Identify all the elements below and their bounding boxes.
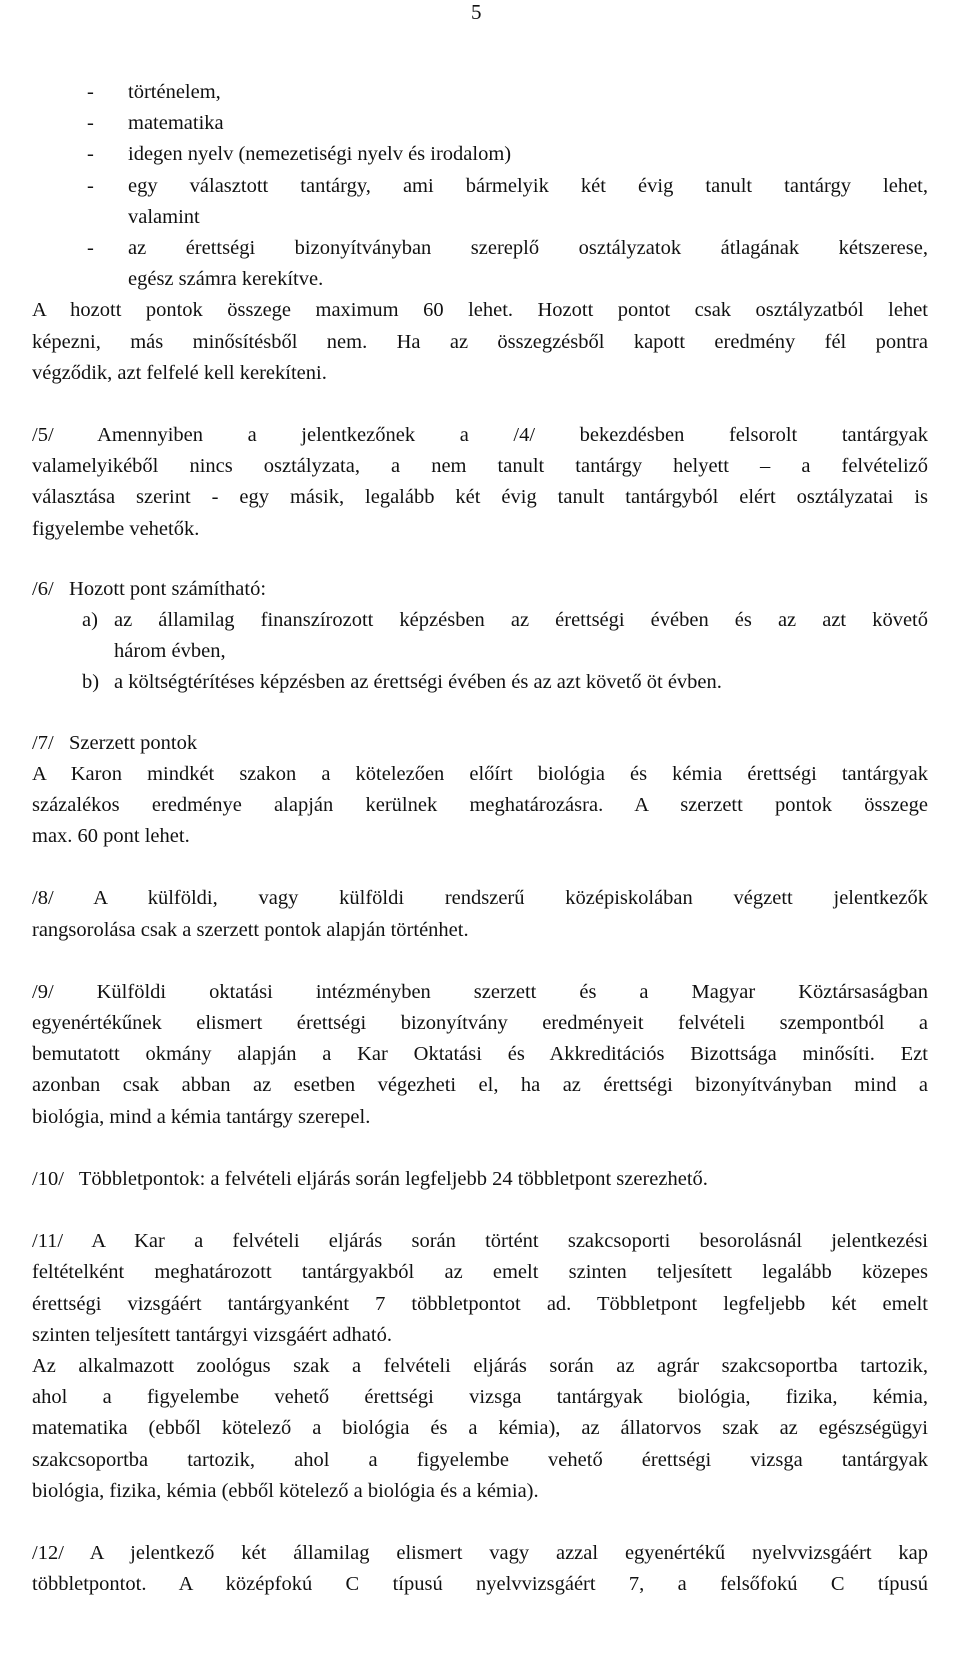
sub-list-item [32, 605, 928, 667]
section-9 [32, 977, 928, 1133]
subject-list [32, 77, 928, 295]
paragraph-line: A hozott pontok összege maximum 60 lehet. Hozott pontot csak osztályzatból lehet [32, 299, 928, 322]
list-item-text: matematika [128, 112, 224, 135]
sub-list-text: a költségtérítéses képzésben az érettségi évében és az azt követő öt évben. [114, 671, 722, 694]
section-8 [32, 883, 928, 945]
list-item-text: történelem, [128, 81, 221, 103]
paragraph-line: matematika (ebből kötelező a biológia és a kémia), az állatorvos szak az egészségügyi [32, 1417, 928, 1440]
paragraph-line: A Karon mindkét szakon a kötelezően előírt biológia és kémia érettségi tantárgyak [32, 762, 928, 785]
paragraph-line: biológia, mind a kémia tantárgy szerepel. [32, 1105, 371, 1128]
document-body [32, 77, 928, 1600]
section-6 [32, 574, 928, 699]
paragraph-line: max. 60 pont lehet. [32, 825, 190, 848]
sub-list-label: a) [82, 609, 98, 632]
list-item-text: idegen nyelv (nemezetiségi nyelv és irodalom) [128, 143, 512, 166]
list-item-continuation: valamint [128, 205, 200, 228]
paragraph-line: biológia, fizika, kémia (ebből kötelező a biológia és a kémia). [32, 1479, 539, 1502]
list-item [32, 233, 928, 295]
section-11 [32, 1226, 928, 1507]
section-10 [32, 1164, 928, 1195]
list-dash: - [87, 81, 94, 103]
paragraph-line: /5/ Amennyiben a jelentkezőnek a /4/ bekezdésben felsorolt tantárgyak [32, 424, 928, 447]
paragraph-line: feltételként meghatározott tantárgyakból az emelt szinten teljesített legalább közepes [32, 1261, 928, 1284]
paragraph-line: százalékos eredménye alapján kerülnek meghatározásra. A szerzett pontok összege [32, 794, 928, 817]
list-dash: - [87, 237, 94, 260]
list-item [32, 139, 928, 170]
section-title: /7/ Szerzett pontok [32, 731, 198, 754]
sub-list-item [32, 667, 928, 698]
paragraph-line: érettségi vizsgáért tantárgyanként 7 többletpontot ad. Többletpont legfeljebb két emelt [32, 1292, 928, 1315]
paragraph-line: azonban csak abban az esetben végezheti el, ha az érettségi bizonyítványban mind a [32, 1074, 928, 1097]
paragraph-line: választása szerint - egy másik, legalább két évig tanult tantárgyból elért osztályzatai is [32, 486, 928, 509]
paragraph-line: többletpontot. A középfokú C típusú nyelvvizsgáért 7, a felsőfokú C típusú [32, 1573, 928, 1596]
paragraph-line: /12/ A jelentkező két államilag elismert vagy azzal egyenértékű nyelvvizsgáért kap [32, 1541, 928, 1564]
paragraph-line: /8/ A külföldi, vagy külföldi rendszerű középiskolában végzett jelentkezők [32, 887, 928, 910]
sub-list-continuation: három évben, [114, 640, 226, 663]
paragraph-line: szakcsoportba tartozik, ahol a figyelembe vehető érettségi vizsga tantárgyak [32, 1448, 928, 1471]
paragraph-line: végződik, azt felfelé kell kerekíteni. [32, 361, 327, 384]
points-paragraph [32, 295, 928, 389]
page-number: 5 [471, 0, 482, 24]
section-title: /6/ Hozott pont számítható: [32, 577, 267, 600]
list-item-continuation: egész számra kerekítve. [128, 268, 324, 291]
sub-list-text: az államilag finanszírozott képzésben az érettségi évében és az azt követő [114, 609, 928, 632]
paragraph-line: /9/ Külföldi oktatási intézményben szerzett és a Magyar Köztársaságban [32, 980, 928, 1003]
list-item-text: egy választott tantárgy, ami bármelyik két évig tanult tantárgy lehet, [128, 174, 928, 197]
paragraph-line: képezni, más minősítésből nem. Ha az összegzésből kapott eredmény fél pontra [32, 330, 928, 353]
paragraph-line: Az alkalmazott zoológus szak a felvételi eljárás során az agrár szakcsoportba tartozik, [32, 1354, 928, 1377]
list-dash: - [87, 143, 94, 166]
list-dash: - [87, 112, 94, 135]
paragraph-line: valamelyikéből nincs osztályzata, a nem tanult tantárgy helyett – a felvételiző [32, 455, 928, 478]
paragraph-line: figyelembe vehetők. [32, 517, 200, 540]
section-12 [32, 1538, 928, 1600]
paragraph-line: /10/ Többletpontok: a felvételi eljárás során legfeljebb 24 többletpont szerezhető. [32, 1167, 708, 1190]
paragraph-line: egyenértékűnek elismert érettségi bizonyítvány eredményeit felvételi szempontból a [32, 1012, 928, 1035]
list-dash: - [87, 174, 94, 197]
list-item-text: az érettségi bizonyítványban szereplő osztályzatok átlagának kétszerese, [128, 237, 928, 260]
list-item [32, 171, 928, 233]
list-item [32, 108, 928, 139]
list-item [32, 77, 928, 108]
paragraph-line: szinten teljesített tantárgyi vizsgáért adható. [32, 1323, 392, 1346]
section-7 [32, 728, 928, 853]
sub-list-label: b) [82, 671, 100, 694]
paragraph-line: rangsorolása csak a szerzett pontok alapján történhet. [32, 918, 469, 941]
paragraph-line: /11/ A Kar a felvételi eljárás során történt szakcsoporti besorolásnál jelentkezési [32, 1230, 928, 1253]
paragraph-line: ahol a figyelembe vehető érettségi vizsga tantárgyak biológia, fizika, kémia, [32, 1386, 928, 1409]
paragraph-line: bemutatott okmány alapján a Kar Oktatási és Akkreditációs Bizottsága minősíti. Ezt [32, 1043, 928, 1066]
section-5 [32, 420, 928, 545]
